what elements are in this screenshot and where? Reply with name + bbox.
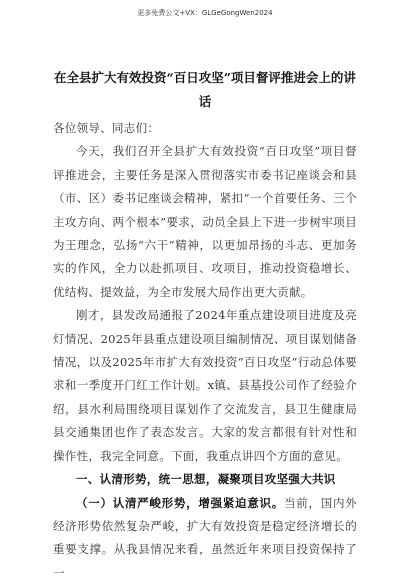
section-heading: 一、认清形势，统一思想，凝聚项目攻坚强大共识: [53, 468, 357, 491]
paragraph: 刚才，县发改局通报了2024年重点建设项目进度及亮灯情况、2025年县重点建设项目编制情况、项目谋划储备情况，以及2025年市扩大有效投资“百日攻坚”行动总体要求和一季度开门红工作计划。x镇、县基投公司作了经验介绍，县水利局围绕项目谋划作了交流发言，县卫生健康局县交通集团也作了表态发言。大家的发言都很有针对性和操作性，我完全同意。下面，我重点讲四个方面的意见。: [53, 304, 357, 468]
document-body: [53, 117, 357, 585]
header-note: 更多免费公文+VX：GLGeGongWen2024: [0, 8, 410, 18]
paragraph: 今天，我们召开全县扩大有效投资“百日攻坚”项目督评推进会，主要任务是深入贯彻落实市委书记座谈会和县（市、区）委书记座谈会精神，紧扣“一个首要任务、三个主攻方向、两个根本”要求，动员全县上下进一步树牢项目为王理念，弘扬“六干”精神，以更加昂扬的斗志、更加务实的作风，全力以赴抓项目、攻项目，推动投资稳增长、优结构、提效益，为全市发展大局作出更大贡献。: [53, 140, 357, 304]
subsection-heading: （一）认清严峻形势，增强紧迫意识。: [76, 496, 284, 510]
subsection-text: 当前，国内外经济形势依然复杂严峻，扩大有效投资是稳定经济增长的重要支撑。从我县情况来看，虽然近年来项目投资保持了一: [53, 496, 357, 580]
document-title: 在全县扩大有效投资“百日攻坚”项目督评推进会上的讲话: [52, 66, 358, 114]
salutation: 各位领导、同志们：: [53, 117, 357, 140]
paragraph: [53, 492, 357, 585]
